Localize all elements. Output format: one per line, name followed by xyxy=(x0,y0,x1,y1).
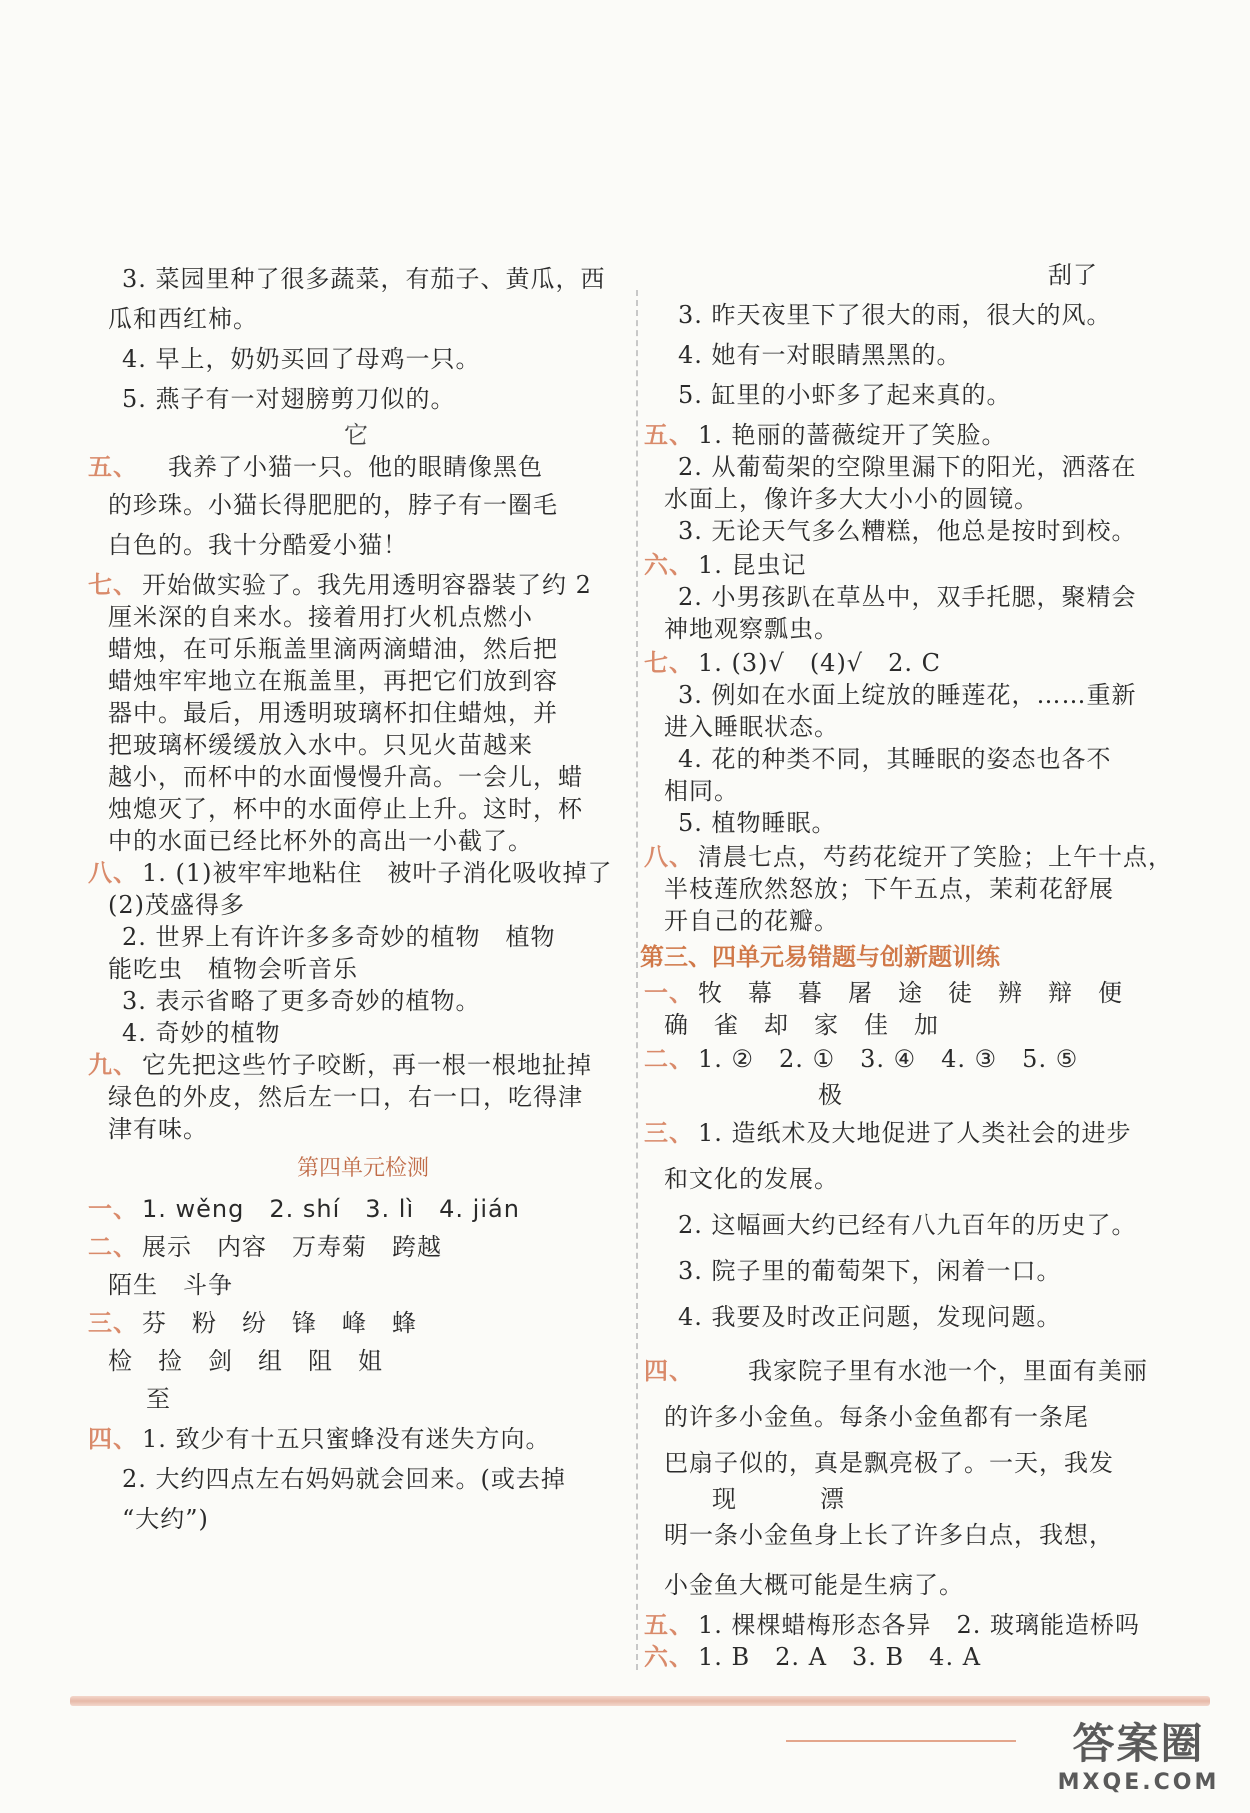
answer-line: 半枝莲欣然怒放；下午五点，茉莉花舒展 xyxy=(664,875,1114,903)
answer-line: 3. 菜园里种了很多蔬菜，有茄子、黄瓜，西 xyxy=(122,265,606,293)
correction-mark: 刮了 xyxy=(1048,261,1098,289)
answer-line: (2)茂盛得多 xyxy=(108,891,245,919)
answer-line: 3. 院子里的葡萄架下，闲着一口。 xyxy=(678,1257,1062,1285)
answer-line: 5. 缸里的小虾多了起来真的。 xyxy=(678,381,1012,409)
footer-bar xyxy=(70,1696,1210,1706)
logo-text: 答案圈 xyxy=(1072,1719,1205,1768)
answer-line: 确 雀 却 家 佳 加 xyxy=(664,1011,939,1039)
answer-line: 明一条小金鱼身上长了许多白点，我想， xyxy=(664,1521,1114,1549)
watermark-logo xyxy=(1036,1718,1241,1810)
question-number: 九、 xyxy=(88,1050,138,1079)
answer-line: 四、 我家院子里有水池一个，里面有美丽 xyxy=(644,1356,1148,1385)
answer-line: 六、 1. 昆虫记 xyxy=(644,550,807,579)
answer-line: 一、 牧 幕 暮 屠 途 徒 辨 辩 便 xyxy=(644,978,1123,1007)
correction-mark: 至 xyxy=(146,1385,171,1413)
question-number: 八、 xyxy=(88,858,138,887)
answer-line: 能吃虫 植物会听音乐 xyxy=(108,955,358,983)
answer-line: 五、 我养了小猫一只。他的眼睛像黑色 xyxy=(88,452,543,481)
question-number: 六、 xyxy=(644,1642,694,1671)
question-number: 五、 xyxy=(644,420,694,449)
answer-line: 五、 1. 棵棵蜡梅形态各异 2. 玻璃能造桥吗 xyxy=(644,1610,1141,1639)
answer-line: 进入睡眠状态。 xyxy=(664,713,839,741)
answer-line: 烛熄灭了，杯中的水面停止上升。这时，杯 xyxy=(108,795,583,823)
answer-line: 巴扇子似的，真是飘亮极了。一天，我发 xyxy=(664,1449,1114,1477)
answer-line: 检 捡 剑 组 阻 姐 xyxy=(108,1347,383,1375)
answer-line: 把玻璃杯缓缓放入水中。只见火苗越来 xyxy=(108,731,533,759)
answer-line: 八、 清晨七点，芍药花绽开了笑脸；上午十点， xyxy=(644,842,1173,871)
answer-line: 小金鱼大概可能是生病了。 xyxy=(664,1571,964,1599)
answer-line: 2. 从葡萄架的空隙里漏下的阳光，洒落在 xyxy=(678,453,1137,481)
answer-line: 陌生 斗争 xyxy=(108,1271,233,1299)
correction-mark: 现 漂 xyxy=(712,1485,874,1513)
answer-line: “大约”) xyxy=(122,1505,209,1533)
answer-line: 4. 早上，奶奶买回了母鸡一只。 xyxy=(122,345,481,373)
answer-line: 开自己的花瓣。 xyxy=(664,907,839,935)
answer-line: 3. 无论天气多么糟糕，他总是按时到校。 xyxy=(678,517,1137,545)
answer-line: 厘米深的自来水。接着用打火机点燃小 xyxy=(108,603,533,631)
question-number: 八、 xyxy=(644,842,694,871)
answer-line: 相同。 xyxy=(664,777,739,805)
answer-line: 五、 1. 艳丽的蔷薇绽开了笑脸。 xyxy=(644,420,1007,449)
question-number: 一、 xyxy=(644,978,694,1007)
question-number: 七、 xyxy=(644,648,694,677)
answer-line: 蜡烛牢牢地立在瓶盖里，再把它们放到容 xyxy=(108,667,558,695)
answer-line: 4. 她有一对眼睛黑黑的。 xyxy=(678,341,962,369)
answer-line: 3. 例如在水面上绽放的睡莲花，……重新 xyxy=(678,681,1137,709)
answer-line: 神地观察瓢虫。 xyxy=(664,615,839,643)
answer-line: 越小，而杯中的水面慢慢升高。一会儿，蜡 xyxy=(108,763,583,791)
answer-line: 5. 燕子有一对翅膀剪刀似的。 xyxy=(122,385,456,413)
section-title: 第四单元检测 xyxy=(296,1156,429,1181)
answer-line: 中的水面已经比杯外的高出一小截了。 xyxy=(108,827,533,855)
answer-line: 白色的。我十分酷爱小猫！ xyxy=(108,531,408,559)
answer-line: 4. 我要及时改正问题，发现问题。 xyxy=(678,1303,1062,1331)
question-number: 二、 xyxy=(88,1232,138,1261)
logo-url: MXQE.COM xyxy=(1057,1770,1220,1795)
answer-line: 水面上，像许多大大小小的圆镜。 xyxy=(664,485,1039,513)
question-number: 三、 xyxy=(644,1118,694,1147)
answer-line: 2. 世界上有许许多多奇妙的植物 植物 xyxy=(122,923,556,951)
answer-line: 3. 昨天夜里下了很大的雨，很大的风。 xyxy=(678,301,1112,329)
column-divider xyxy=(636,290,638,1670)
answer-line: 器中。最后，用透明玻璃杯扣住蜡烛，并 xyxy=(108,699,558,727)
answer-line: 九、 它先把这些竹子咬断，再一根一根地扯掉 xyxy=(88,1050,592,1079)
question-number: 六、 xyxy=(644,550,694,579)
answer-line: 瓜和西红柿。 xyxy=(108,305,258,333)
answer-line: 六、 1. B 2. A 3. B 4. A xyxy=(644,1642,982,1671)
question-number: 四、 xyxy=(88,1424,138,1453)
question-number: 五、 xyxy=(644,1610,694,1639)
answer-line: 的许多小金鱼。每条小金鱼都有一条尾 xyxy=(664,1403,1089,1431)
answer-line: 的珍珠。小猫长得肥肥的，脖子有一圈毛 xyxy=(108,491,558,519)
answer-line: 二、 1. ② 2. ① 3. ④ 4. ③ 5. ⑤ xyxy=(644,1044,1079,1073)
correction-mark: 极 xyxy=(818,1081,843,1109)
answer-line: 津有味。 xyxy=(108,1115,208,1143)
answer-line: 和文化的发展。 xyxy=(664,1165,839,1193)
question-number: 七、 xyxy=(88,570,138,599)
answer-line: 一、 1. wěng 2. shí 3. lì 4. jián xyxy=(88,1194,520,1223)
answer-line: 蜡烛，在可乐瓶盖里滴两滴蜡油，然后把 xyxy=(108,635,558,663)
question-number: 一、 xyxy=(88,1194,138,1223)
answer-line: 八、 1. (1)被牢牢地粘住 被叶子消化吸收掉了 xyxy=(88,858,613,887)
answer-line: 三、 1. 造纸术及大地促进了人类社会的进步 xyxy=(644,1118,1132,1147)
answer-line: 4. 奇妙的植物 xyxy=(122,1019,281,1047)
question-number: 五、 xyxy=(88,452,138,481)
answer-line: 绿色的外皮，然后左一口，右一口，吃得津 xyxy=(108,1083,583,1111)
answer-line: 三、 芬 粉 纷 锋 峰 蜂 xyxy=(88,1308,417,1337)
answer-line: 2. 小男孩趴在草丛中，双手托腮，聚精会 xyxy=(678,583,1137,611)
answer-line: 四、 1. 致少有十五只蜜蜂没有迷失方向。 xyxy=(88,1424,551,1453)
answer-line: 2. 这幅画大约已经有八九百年的历史了。 xyxy=(678,1211,1137,1239)
answer-line: 4. 花的种类不同，其睡眠的姿态也各不 xyxy=(678,745,1112,773)
footer-rule xyxy=(786,1740,1016,1742)
correction-mark: 它 xyxy=(344,421,369,449)
answer-line: 七、 1. (3)√ (4)√ 2. C xyxy=(644,648,941,677)
section-title: 第三、四单元易错题与创新题训练 xyxy=(640,943,1000,971)
answer-line: 二、 展示 内容 万寿菊 跨越 xyxy=(88,1232,442,1261)
question-number: 四、 xyxy=(644,1356,694,1385)
question-number: 二、 xyxy=(644,1044,694,1073)
answer-line: 2. 大约四点左右妈妈就会回来。(或去掉 xyxy=(122,1465,566,1493)
answer-line: 3. 表示省略了更多奇妙的植物。 xyxy=(122,987,481,1015)
answer-line: 七、 开始做实验了。我先用透明容器装了约 2 xyxy=(88,570,592,599)
answer-line: 5. 植物睡眠。 xyxy=(678,809,837,837)
question-number: 三、 xyxy=(88,1308,138,1337)
